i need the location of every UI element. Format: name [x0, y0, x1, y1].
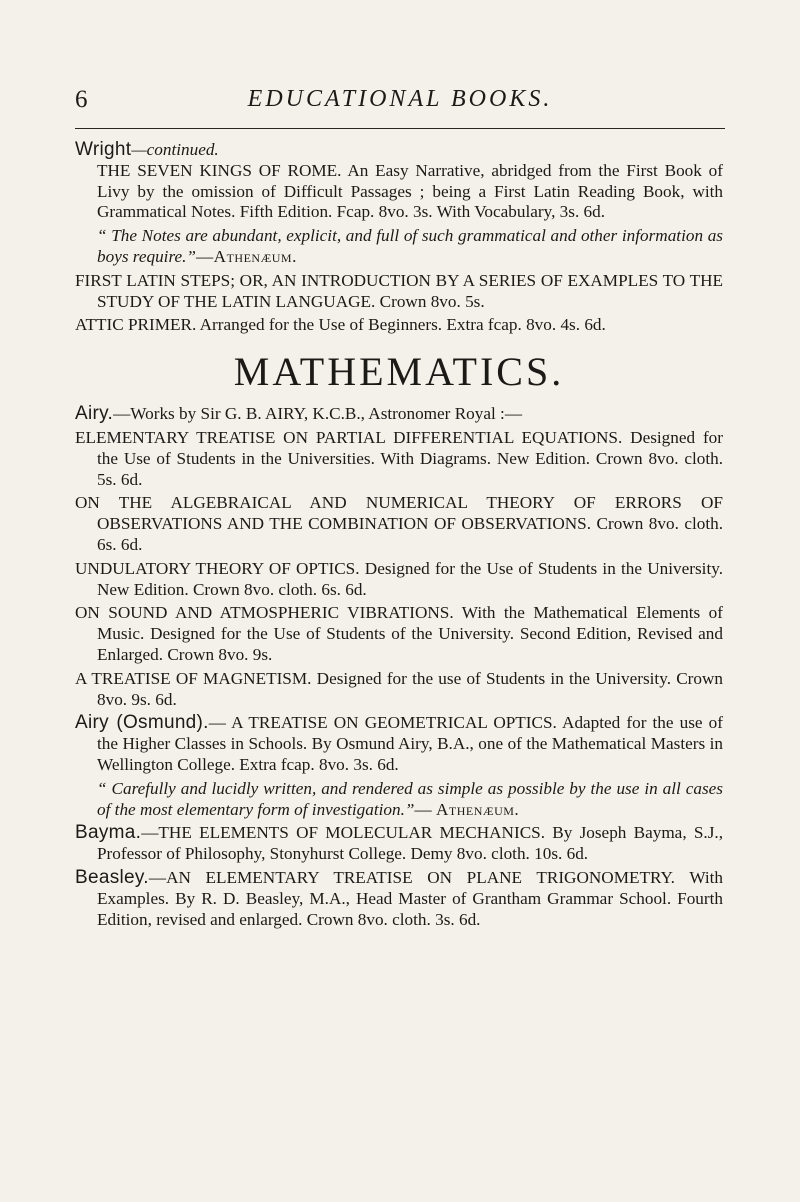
- author-name: Airy (Osmund).: [75, 712, 209, 734]
- book-description: Crown 8vo. 5s.: [379, 291, 485, 311]
- book-title: ON THE ALGEBRAICAL AND NUMERICAL THEORY OF ERRORS OF OBSERVATIONS AND THE COMBINATION OF OBSERVATIONS.: [75, 493, 723, 534]
- book-title: —AN ELEMENTARY TREATISE ON PLANE TRIGONOMETRY.: [148, 867, 675, 887]
- running-head: EDUCATIONAL BOOKS.: [247, 86, 553, 112]
- entry-sound-vibrations: [75, 603, 723, 665]
- header-rule: [75, 128, 725, 129]
- book-description: An Easy Narrative, abridged from the First Book of Livy by the omission of Difficult Passages ; being a First Latin Reading Book, with Grammatical Notes. Fifth Edition. Fcap. 8vo. 3s. With Vocabulary, 3s. 6d.: [97, 160, 723, 222]
- quote-source: — Athenæum.: [414, 799, 520, 819]
- book-title: UNDULATORY THEORY OF OPTICS.: [75, 558, 360, 578]
- entry-undulatory-optics: [75, 559, 723, 601]
- book-description: Arranged for the Use of Beginners. Extra fcap. 8vo. 4s. 6d.: [199, 315, 606, 335]
- entry-theory-of-errors: [75, 493, 723, 555]
- page-number: 6: [75, 86, 88, 113]
- book-title: ELEMENTARY TREATISE ON PARTIAL DIFFERENTIAL EQUATIONS.: [75, 427, 623, 447]
- page-content: [75, 140, 723, 933]
- entry-partial-differential: [75, 428, 723, 490]
- book-title: THE SEVEN KINGS OF ROME.: [97, 160, 342, 180]
- entry-molecular-mechanics: [75, 823, 723, 865]
- section-title: MATHEMATICS.: [233, 349, 565, 395]
- quote-source: —Athenæum.: [195, 246, 297, 266]
- page-header: [75, 86, 725, 126]
- book-description: Adapted for the use of the Higher Classes in Schools. By Osmund Airy, B.A., one of the Mathematical Masters in Wellington College. Extra fcap. 8vo. 3s. 6d.: [97, 713, 723, 774]
- book-description: With the Mathematical Elements of Music. Designed for the Use of Students of the University. Second Edition, Revised and Enlarged. Crown 8vo. 9s.: [97, 603, 723, 664]
- author-name: Airy.: [75, 403, 114, 425]
- author-intro: —Works by Sir G. B. AIRY, K.C.B., Astronomer Royal :—: [113, 404, 523, 424]
- book-description: Designed for the Use of Students in the Universities. With Diagrams. New Edition. Crown 8vo. cloth. 5s. 6d.: [97, 427, 723, 489]
- book-description: With Examples. By R. D. Beasley, M.A., Head Master of Grantham Grammar School. Fourth Edition, revised and enlarged. Crown 8vo. cloth. 3s. 6d.: [97, 867, 723, 929]
- book-description: Designed for the use of Students in the University. Crown 8vo. 9s. 6d.: [97, 668, 723, 709]
- book-title: FIRST LATIN STEPS; OR, AN INTRODUCTION BY A SERIES OF EXAMPLES TO THE STUDY OF THE LATIN LANGUAGE.: [75, 270, 723, 311]
- quote-text: “ The Notes are abundant, explicit, and full of such grammatical and other information as boys require.”: [97, 226, 723, 266]
- review-quote: [75, 779, 723, 821]
- quote-text: “ Carefully and lucidly written, and rendered as simple as possible by the use in all cases of the most elementary form of investigation.”: [97, 778, 723, 819]
- entry-plane-trigonometry: [75, 868, 723, 930]
- author-name: Bayma.: [75, 822, 142, 844]
- book-description: Crown 8vo. cloth. 6s. 6d.: [97, 514, 724, 554]
- entry-seven-kings: [75, 140, 723, 223]
- entry-geometrical-optics: [75, 713, 723, 775]
- continued-note: —continued.: [131, 140, 219, 159]
- author-name: Beasley.: [75, 866, 149, 888]
- entry-attic-primer: [75, 315, 723, 336]
- book-description: By Joseph Bayma, S.J., Professor of Philosophy, Stonyhurst College. Demy 8vo. cloth. 10s. 6d.: [97, 823, 724, 864]
- review-quote: [75, 226, 723, 268]
- book-title: —THE ELEMENTS OF MOLECULAR MECHANICS.: [141, 823, 546, 843]
- entry-magnetism: [75, 669, 723, 711]
- book-title: — A TREATISE ON GEOMETRICAL OPTICS.: [208, 713, 557, 733]
- book-title: A TREATISE OF MAGNETISM.: [75, 668, 312, 688]
- book-title: ON SOUND AND ATMOSPHERIC VIBRATIONS.: [75, 603, 454, 623]
- book-title: ATTIC PRIMER.: [75, 315, 197, 335]
- author-name: Wright: [75, 139, 132, 160]
- entry-first-latin-steps: [75, 271, 723, 313]
- entry-airy-intro: [75, 404, 723, 425]
- book-description: Designed for the Use of Students in the University. New Edition. Crown 8vo. cloth. 6s. 6d.: [97, 558, 724, 599]
